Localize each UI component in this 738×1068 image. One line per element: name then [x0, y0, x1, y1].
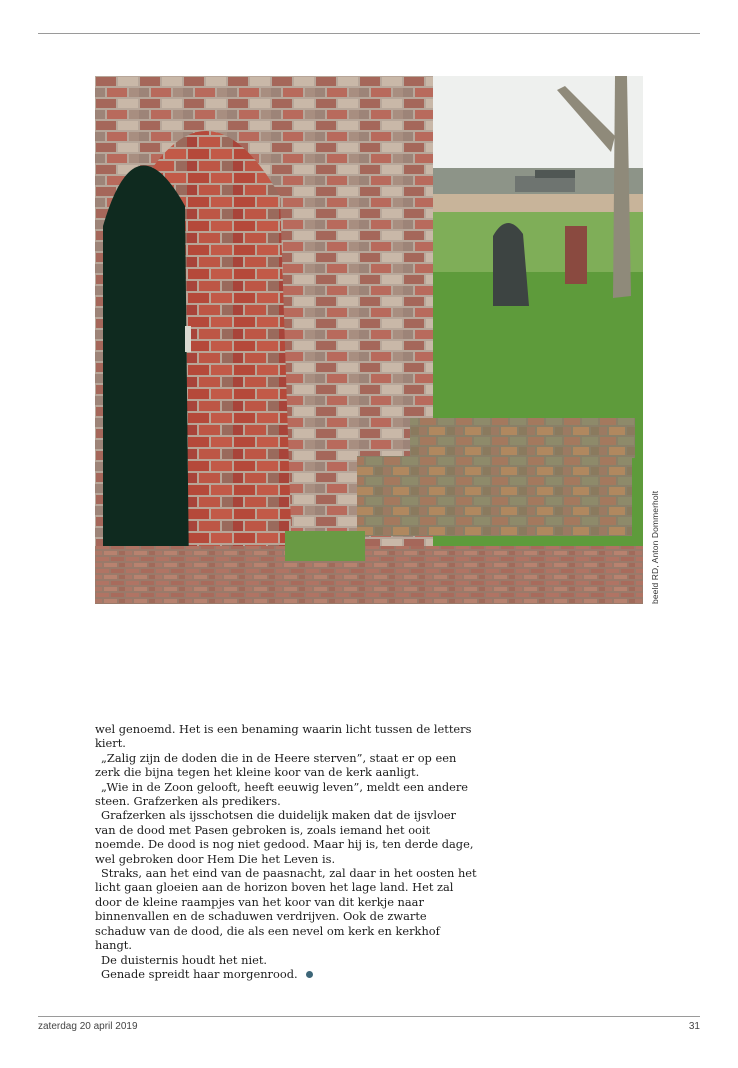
- paragraph-5: Straks, aan het eind van de paasnacht, zal daar in het oosten het licht gaan gloeien aan de horizon boven het lage land. Het zal door de kleine raampjes van het koor van dit kerkje naar binnenvallen en de schaduwen verdrijven. Ook de zwarte schaduw van de dood, die als een nevel om kerk en kerkhof hangt.: [95, 866, 477, 953]
- article-body: [95, 722, 479, 981]
- footer-date: zaterdag 20 april 2019: [38, 1021, 138, 1032]
- paragraph-6: De duisternis houdt het niet.: [101, 952, 268, 967]
- bottom-rule: [38, 1016, 700, 1017]
- paragraph-4: Grafzerken als ijsschotsen die duidelijk maken dat de ijsvloer van de dood met Pasen gebroken is, zoals iemand het ooit noemde. De dood is nog niet gedood. Maar hij is, ten derde dage, wel gebroken door Hem Die het Leven is.: [95, 808, 474, 866]
- closing-line: Genade spreidt haar morgenrood.: [101, 966, 298, 981]
- paragraph-7: [95, 967, 479, 981]
- end-mark-icon: [306, 971, 313, 978]
- page-number: 31: [688, 1021, 700, 1032]
- paragraph-1: wel genoemd. Het is een benaming waarin licht tussen de letters kiert.: [95, 722, 472, 751]
- paragraph-2: „Zalig zijn de doden die in de Heere sterven”, staat er op een zerk die bijna tegen het kleine koor van de kerk aanligt.: [95, 750, 457, 780]
- article-photo: [95, 76, 643, 604]
- photo-credit: beeld RD, Anton Dommerholt: [650, 490, 660, 604]
- top-rule: [38, 33, 700, 34]
- paragraph-3: „Wie in de Zoon gelooft, heeft eeuwig leven”, meldt een andere steen. Grafzerken als predikers.: [95, 779, 469, 809]
